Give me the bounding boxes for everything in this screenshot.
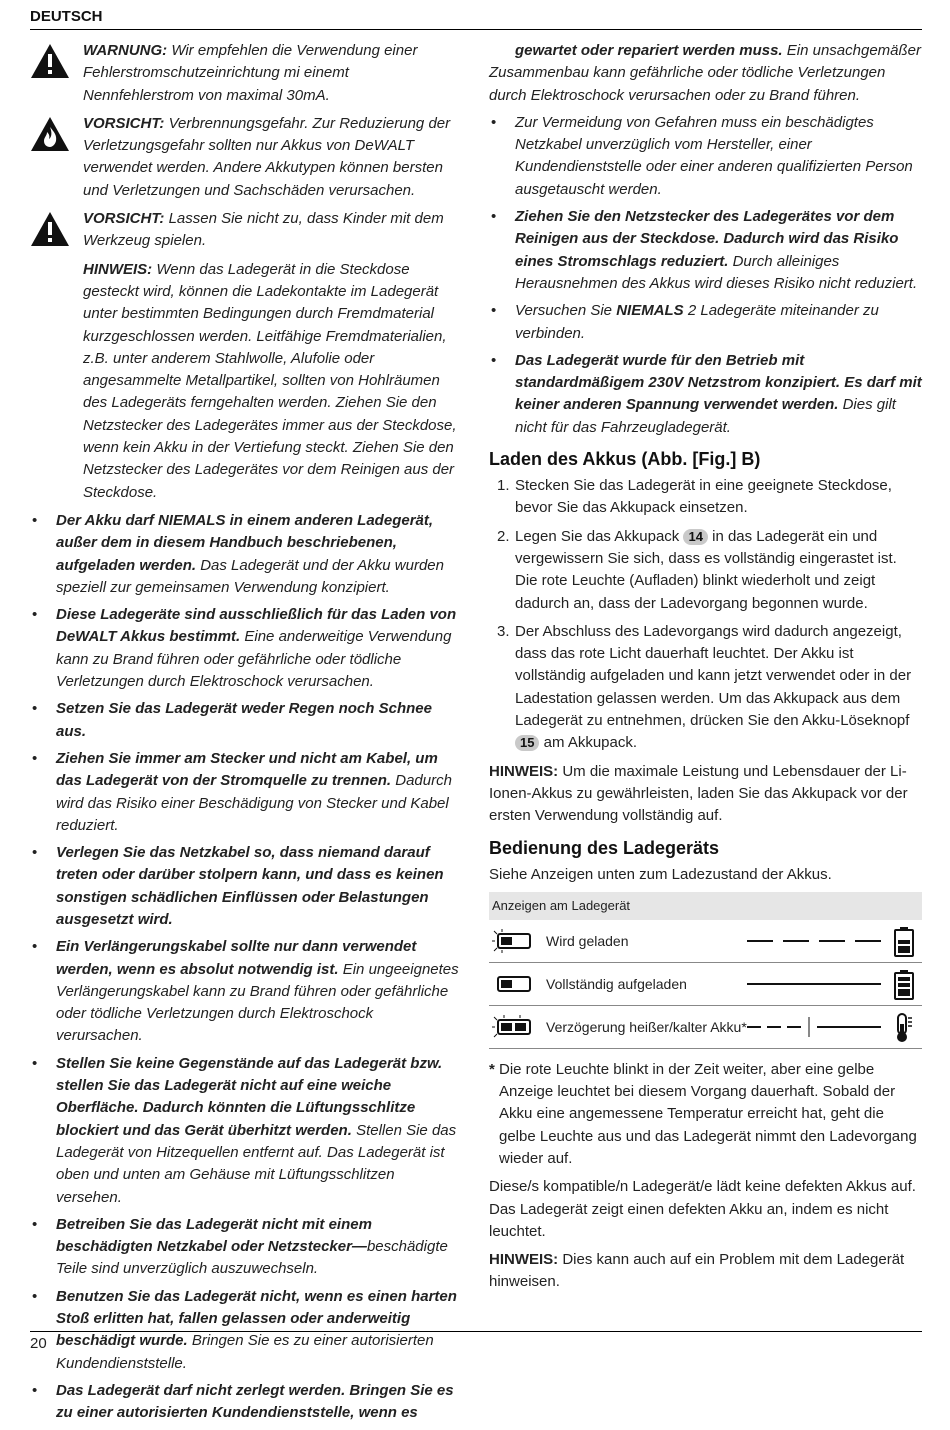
- warning-residual-current: [30, 40, 460, 107]
- list-item: • Benutzen Sie das Ladegerät nicht, wenn es einen harten Stoß erlitten hat, fallen gelassen oder anderweitig beschädigt wurde. Bringen Sie es zu einer autorisierten Kundendienststelle.: [30, 1286, 460, 1375]
- charger-indicator-table: [489, 892, 922, 1049]
- list-item: • Stellen Sie keine Gegenstände auf das Ladegerät bzw. stellen Sie das Ladegerät nicht auf eine weiche Oberfläche. Dadurch könnten die Lüftungsschlitze blockiert und das Gerät überhitzt werden. Stellen Sie das Ladegerät von Hitzequellen entfernt auf. Das Ladegerät ist oben und unten am Gehäuse mit Lüftungsschlitzen versehen.: [30, 1053, 460, 1209]
- footnote: * Die rote Leuchte blinkt in der Zeit weiter, aber eine gelbe Anzeige leuchtet bei diesem Vorgang dauerhaft. Sobald der Akku eine angemessene Temperatur erreicht hat, geht die gelbe Leuchte aus und das Ladegerät nimmt den Ladevorgang wieder auf.: [489, 1060, 917, 1167]
- table-row: [489, 963, 922, 1006]
- warning-triangle-icon: [30, 42, 70, 80]
- delay-pattern: [747, 1016, 887, 1038]
- list-item: • Ziehen Sie den Netzstecker des Ladegerätes vor dem Reinigen aus der Steckdose. Dadurch wird das Risiko eines Stromschlags reduziert. Durch alleiniges Herausnehmen des Akkus wird dieses Risiko nicht reduziert.: [489, 206, 922, 295]
- note-paragraph: HINWEIS: Dies kann auch auf ein Problem mit dem Ladegerät hinweisen.: [489, 1251, 905, 1291]
- caution-burn: [30, 113, 460, 202]
- caution-text: Lassen Sie nicht zu, dass Kinder mit dem Werkzeug spielen.: [83, 210, 444, 250]
- note-contacts: [30, 259, 460, 504]
- list-item: • Diese Ladegeräte sind ausschließlich für das Laden von DeWALT Akkus bestimmt. Eine anderweitige Verwendung kann zu Brand führen oder gefährliche oder tödliche Verletzungen durch Elektroschock verursachen.: [30, 604, 460, 693]
- list-item: • Das Ladegerät wurde für den Betrieb mit standardmäßigem 230V Netzstrom konzipiert. Es darf mit keiner anderen Spannung verwendet werden. Dies gilt nicht für das Fahrzeugladegerät.: [489, 350, 922, 439]
- list-item: • Ein Verlängerungskabel sollte nur dann verwendet werden, wenn es absolut notwendig ist. Ein ungeeignetes Verlängerungskabel kann zu Brand führen oder gefährliche oder tödliche Verletzungen durch Elektroschock verursachen.: [30, 936, 460, 1047]
- list-item: • Betreiben Sie das Ladegerät nicht mit einem beschädigten Netzkabel oder Netzstecker—beschädigte Teile sind unverzüglich auszuwechseln.: [30, 1214, 460, 1281]
- list-item: 2. Legen Sie das Akkupack 14 in das Ladegerät ein und vergewissern Sie sich, dass es vollständig eingerastet ist. Die rote Leuchte (Aufladen) blinkt wiederholt und zeigt dadurch an, dass der Ladevorgang begonnen wurde.: [497, 527, 897, 612]
- indicator-label: Verzögerung heißer/kalter Akku*: [546, 1018, 747, 1035]
- indicator-label: Vollständig aufgeladen: [546, 975, 687, 992]
- list-item: • Zur Vermeidung von Gefahren muss ein beschädigtes Netzkabel unverzüglich vom Hersteller, einer Kundendienststelle oder einer anderen qualifizierten Person ausgetauscht werden.: [489, 112, 922, 201]
- defect-paragraph: Diese/s kompatible/n Ladegerät/e lädt keine defekten Akkus auf. Das Ladegerät zeigt einen defekten Akku an, indem es nicht leuchtet.: [489, 1178, 916, 1240]
- charger-led-steady-icon: [492, 971, 536, 997]
- callout-badge: 15: [515, 735, 539, 751]
- section-heading-operation: Bedienung des Ladegeräts: [489, 837, 720, 858]
- page-number: 20: [30, 1335, 47, 1352]
- list-item: 1. Stecken Sie das Ladegerät in eine geeignete Steckdose, bevor Sie das Akkupack einsetzen.: [497, 477, 892, 517]
- caution-children: [30, 208, 460, 253]
- safety-bullet-list: [30, 510, 460, 1425]
- steady-pattern: [747, 973, 887, 995]
- footer-rule: [30, 1331, 922, 1332]
- list-item: • Versuchen Sie NIEMALS 2 Ladegeräte miteinander zu verbinden.: [489, 300, 922, 345]
- table-title: Anzeigen am Ladegerät: [489, 892, 922, 920]
- left-column: [30, 40, 460, 1430]
- header-rule: [30, 29, 922, 30]
- note-label: HINWEIS:: [83, 260, 153, 278]
- operation-intro: Siehe Anzeigen unten zum Ladezustand der Akkus.: [489, 865, 832, 883]
- warning-text: Wir empfehlen die Verwendung einer Fehlerstromschutzeinrichtung mi einemt Nennfehlerstrom von maximal 30mA.: [83, 42, 418, 104]
- table-row: [489, 920, 922, 963]
- list-item: • Der Akku darf NIEMALS in einem anderen Ladegerät, außer dem in diesem Handbuch beschriebenen, aufgeladen werden. Das Ladegerät und der Akku wurden speziell zur gemeinsamen Verwendung konzipiert.: [30, 510, 460, 599]
- section-heading-charging: Laden des Akkus (Abb. [Fig.] B): [489, 449, 761, 470]
- language-header: DEUTSCH: [30, 8, 103, 25]
- warning-label: WARNUNG:: [83, 42, 168, 59]
- note-paragraph: HINWEIS: Um die maximale Leistung und Lebensdauer der Li-Ionen-Akkus zu gewährleisten, laden Sie das Akkupack vor der ersten Verwendung vollständig auf.: [489, 762, 908, 825]
- charging-steps: [489, 475, 922, 755]
- charger-led-blinking-icon: [492, 928, 536, 954]
- caution-label: VORSICHT:: [83, 114, 165, 132]
- list-item: • Das Ladegerät darf nicht zerlegt werden. Bringen Sie es zu einer autorisierten Kundendienststelle, wenn es: [30, 1380, 460, 1425]
- warning-triangle-icon: [30, 210, 70, 248]
- thermometer-icon: [893, 1012, 915, 1044]
- indicator-label: Wird geladen: [546, 932, 629, 949]
- right-column: [489, 40, 922, 1300]
- blink-pattern: [747, 930, 887, 952]
- caution-label: VORSICHT:: [83, 210, 165, 228]
- list-item: 3. Der Abschluss des Ladevorgangs wird dadurch angezeigt, dass das rote Licht dauerhaft leuchtet. Der Akku ist vollständig aufgeladen und kann jetzt verwendet oder in der Ladestation gelassen werden. Um das Akkupack aus dem Ladegerät zu entnehmen, drücken Sie den Akku-Löseknopf 15 am Akkupack.: [497, 622, 912, 752]
- battery-full-icon: [893, 969, 915, 1001]
- continued-paragraph: gewartet oder repariert werden muss. Ein unsachgemäßer Zusammenbau kann gefährliche oder tödliche Verletzungen durch Elektroschock verursachen oder zu Brand führen.: [489, 42, 922, 104]
- note-text: Wenn das Ladegerät in die Steckdose gesteckt wird, können die Ladekontakte im Ladegerät unter bestimmten Bedingungen durch Fremdmaterial kurzgeschlossen werden. Leitfähige Fremdmaterialien, z.B. unter anderem Stahlwolle, Alufolie oder angesammelte Metallpartikel, sollten von Hohlräumen des Ladegeräts ferngehalten werden. Ziehen Sie den Netzstecker des Ladegerätes immer aus der Steckdose, wenn kein Akku in der Vertiefung steckt. Ziehen Sie den Netzstecker des Ladegerätes vor dem Reinigen aus der Steckdose.: [83, 260, 457, 501]
- charger-led-dual-icon: [492, 1014, 536, 1040]
- fire-triangle-icon: [30, 115, 70, 153]
- caution-text: Verbrennungsgefahr. Zur Reduzierung der Verletzungsgefahr sollten nur Akkus von DeWALT verwendet werden. Andere Akkutypen können bersten und Verletzungen und Sachschäden verursachen.: [83, 114, 451, 199]
- safety-bullet-list-continued: [489, 112, 922, 439]
- table-row: [489, 1006, 922, 1049]
- battery-charging-icon: [893, 926, 915, 958]
- list-item: • Verlegen Sie das Netzkabel so, dass niemand darauf treten oder darüber stolpern kann, und dass es keinen sonstigen schädlichen Einflüssen oder Belastungen ausgesetzt wird.: [30, 842, 460, 931]
- list-item: • Setzen Sie das Ladegerät weder Regen noch Schnee aus.: [30, 698, 460, 743]
- callout-badge: 14: [683, 529, 707, 545]
- list-item: • Ziehen Sie immer am Stecker und nicht am Kabel, um das Ladegerät von der Stromquelle zu trennen. Dadurch wird das Risiko einer Beschädigung von Stecker und Kabel reduziert.: [30, 748, 460, 837]
